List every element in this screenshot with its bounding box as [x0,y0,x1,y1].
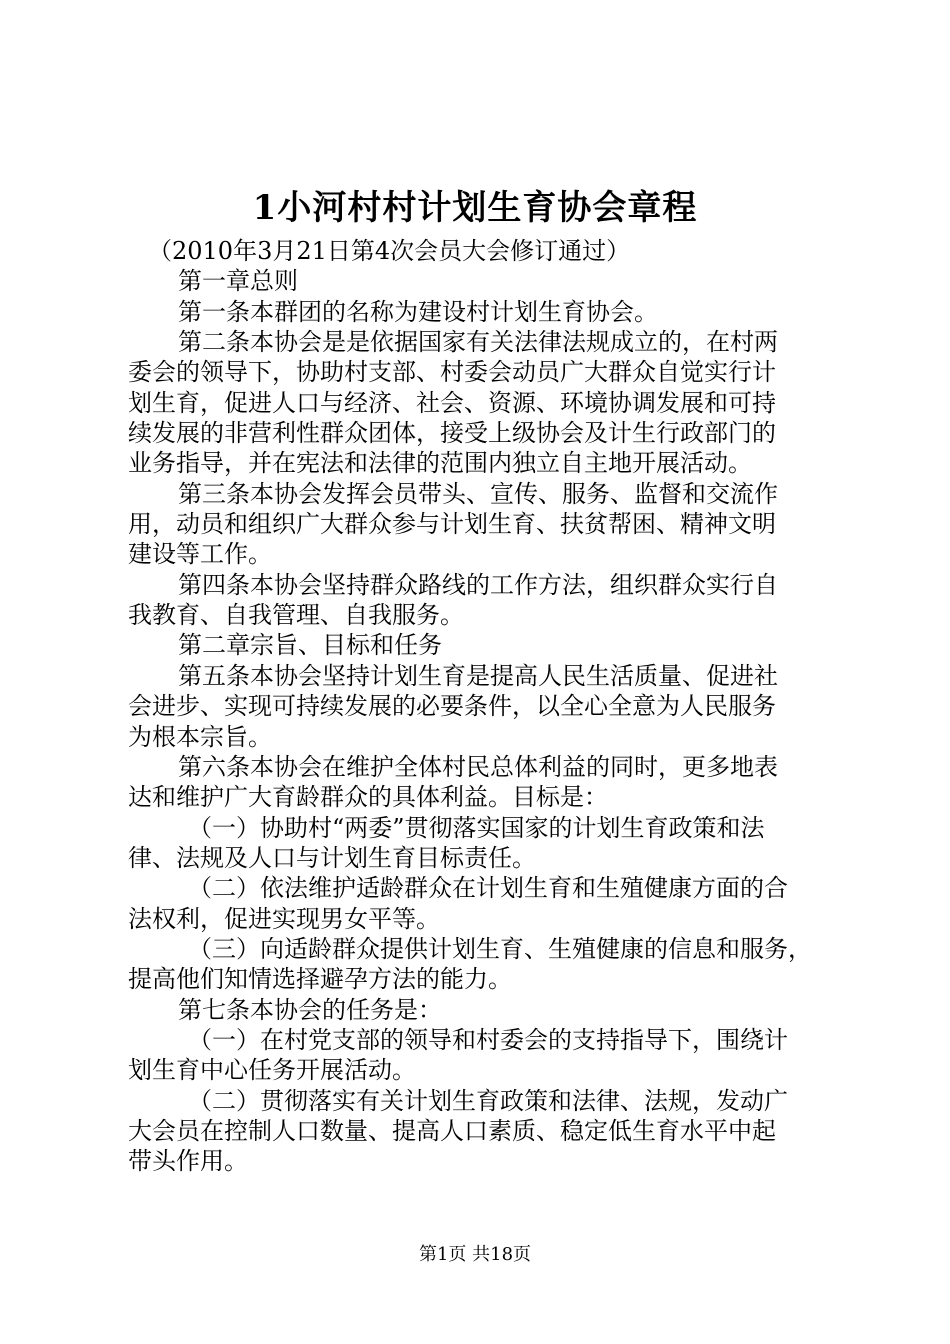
document-body [128,236,840,1177]
text-line: （一）协助村“两委”贯彻落实国家的计划生育政策和法 [188,813,765,842]
text-line: 第六条本协会在维护全体村民总体利益的同时，更多地表 [178,752,778,781]
text-line: 第四条本协会坚持群众路线的工作方法，组织群众实行自 [178,570,778,599]
text-line: 律、法规及人口与计划生育目标责任。 [128,843,536,872]
text-line: （二）贯彻落实有关计划生育政策和法律、法规，发动广 [188,1086,788,1115]
text-line: （2010年3月21日第4次会员大会修订通过） [148,237,631,265]
text-line: 建设等工作。 [128,540,272,569]
document-title: 1小河村村计划生育协会章程 [252,188,698,228]
text-line: 会进步、实现可持续发展的必要条件，以全心全意为人民服务 [128,692,776,721]
text-line: 第七条本协会的任务是： [178,995,442,1024]
text-line: 续发展的非营利性群众团体，接受上级协会及计生行政部门的 [128,419,776,448]
text-line: 第五条本协会坚持计划生育是提高人民生活质量、促进社 [178,661,778,690]
text-line: 第三条本协会发挥会员带头、宣传、服务、监督和交流作 [178,479,778,508]
text-line: （三）向适龄群众提供计划生育、生殖健康的信息和服务， [188,934,812,963]
text-line: （二）依法维护适龄群众在计划生育和生殖健康方面的合 [188,874,788,903]
text-line: 业务指导，并在宪法和法律的范围内独立自主地开展活动。 [128,449,752,478]
text-line: 委会的领导下，协助村支部、村委会动员广大群众自觉实行计 [128,358,776,387]
text-line: （一）在村党支部的领导和村委会的支持指导下，围绕计 [188,1025,788,1054]
text-line: 划生育中心任务开展活动。 [128,1056,416,1085]
text-line: 第一条本群团的名称为建设村计划生育协会。 [178,297,658,326]
text-line: 为根本宗旨。 [128,722,272,751]
text-line: 达和维护广大育龄群众的具体利益。目标是： [128,783,608,812]
page-footer: 第1页 共18页 [418,1244,532,1265]
text-line: 大会员在控制人口数量、提高人口素质、稳定低生育水平中起 [128,1116,776,1145]
text-line: 用，动员和组织广大群众参与计划生育、扶贫帮困、精神文明 [128,510,776,539]
text-line: 带头作用。 [128,1147,248,1176]
text-line: 划生育，促进人口与经济、社会、资源、环境协调发展和可持 [128,388,776,417]
text-line: 第二章宗旨、目标和任务 [178,631,442,660]
text-line: 我教育、自我管理、自我服务。 [128,601,464,630]
text-line: 法权利，促进实现男女平等。 [128,904,440,933]
text-line: 提高他们知情选择避孕方法的能力。 [128,965,512,994]
text-line: 第一章总则 [178,267,298,296]
text-line: 第二条本协会是是依据国家有关法律法规成立的，在村两 [178,328,778,357]
